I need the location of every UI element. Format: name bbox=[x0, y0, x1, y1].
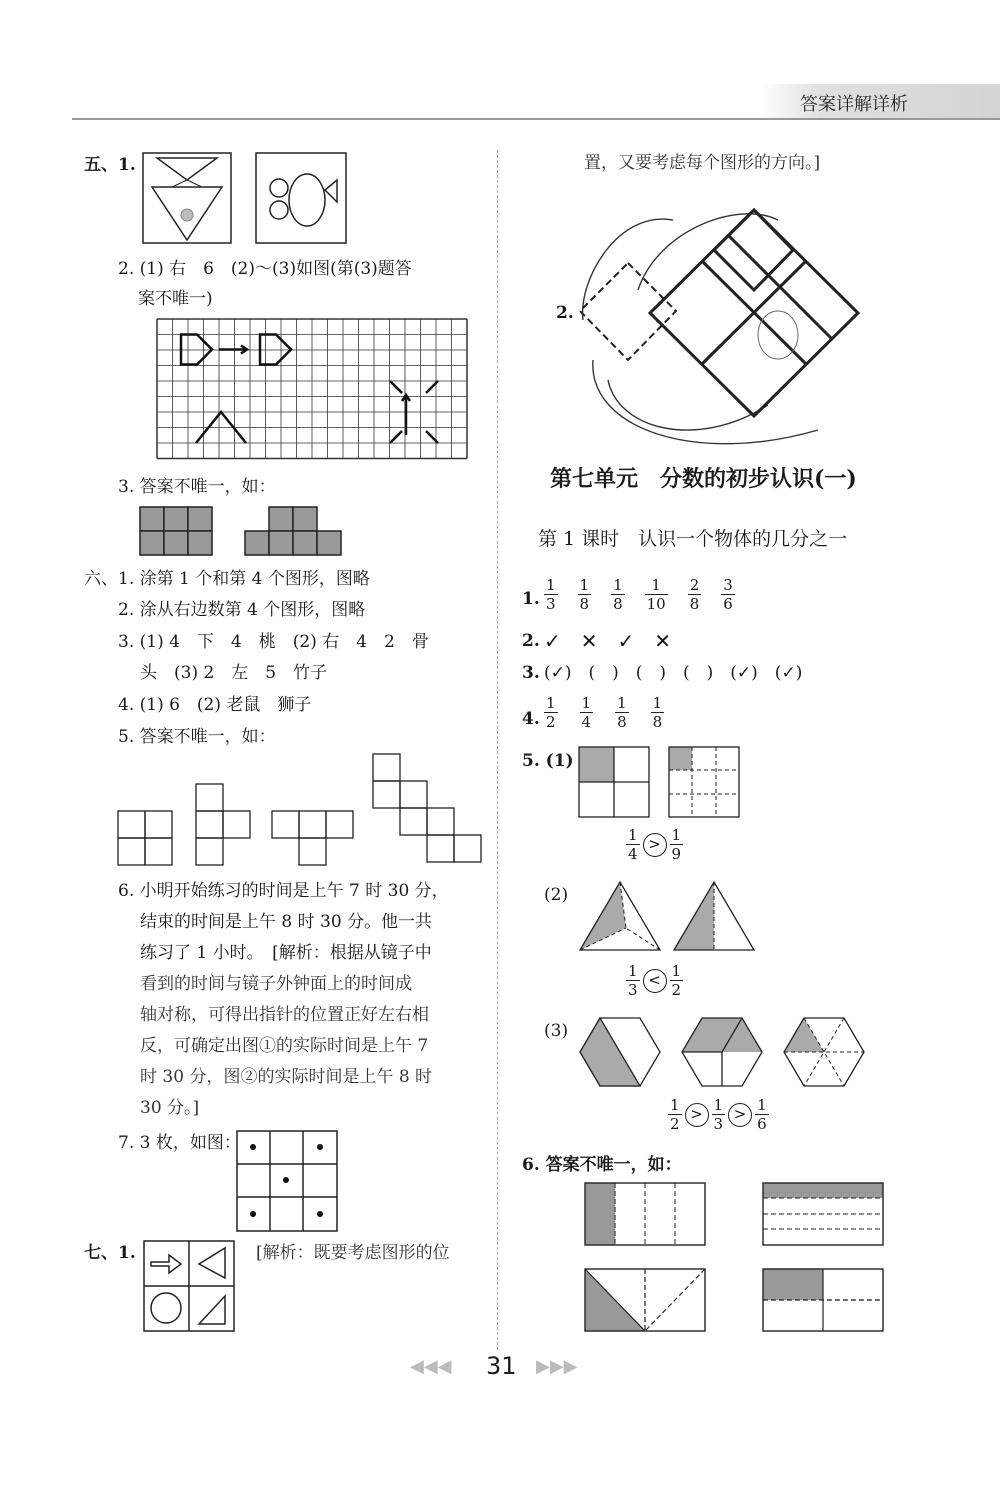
s6-q1: 六、1. 涂第 1 个和第 4 个图形，图略 bbox=[84, 569, 370, 589]
r-q5-3-hexagon-a bbox=[578, 1016, 662, 1088]
unit-title: 第七单元 分数的初步认识(一) bbox=[550, 466, 857, 492]
section-5-q1-label: 五、1. bbox=[84, 155, 136, 175]
s6-q6-line4: 看到的时间与镜子外钟面上的时间成 bbox=[140, 974, 412, 994]
r-q3-marks: (✓) ( ) ( ) ( ) (✓) (✓) bbox=[544, 663, 803, 683]
fraction: $\frac{1}{3}$ bbox=[628, 962, 638, 999]
r-q5-1-square-a bbox=[578, 746, 650, 818]
s5-q3-label: 3. 答案不唯一，如： bbox=[118, 477, 276, 497]
header-title: 答案详解详析 bbox=[800, 94, 908, 115]
r-q6-rect-b bbox=[762, 1182, 886, 1248]
fraction: $\frac{1}{3}$ bbox=[713, 1096, 724, 1133]
comparison-sign: > bbox=[728, 1103, 752, 1127]
s6-q7-grid bbox=[236, 1130, 338, 1232]
r-q3-label: 3. bbox=[522, 663, 540, 683]
header-rule bbox=[72, 118, 1000, 120]
footer-next-arrows: ▶▶▶ bbox=[536, 1356, 578, 1377]
lesson-title: 第 1 课时 认识一个物体的几分之一 bbox=[538, 528, 848, 550]
s6-q6-line3: 练习了 1 小时。 [解析：根据从镜子中 bbox=[140, 943, 432, 963]
comparison-sign: > bbox=[685, 1103, 709, 1127]
r-q6-rect-d bbox=[762, 1268, 886, 1334]
s6-q6-line2: 结束的时间是上午 8 时 30 分。他一共 bbox=[140, 912, 433, 932]
s6-q3-line1: 3. (1) 4 下 4 桃 (2) 右 4 2 骨 bbox=[118, 632, 429, 652]
fraction: $\frac{1}{2}$ bbox=[546, 694, 556, 731]
comparison-sign: > bbox=[643, 833, 667, 857]
r-q5-label: 5. (1) bbox=[522, 751, 574, 771]
r-q5-3-compare bbox=[668, 1096, 769, 1133]
r-q2-marks: ✓ ✕ ✓ ✕ bbox=[544, 629, 672, 653]
grid-arrow-right bbox=[219, 346, 247, 354]
r-q1-fractions bbox=[544, 576, 755, 613]
s7-q1-label: 七、1. bbox=[84, 1243, 136, 1263]
s6-q6-line6: 反，可确定出图①的实际时间是上午 7 bbox=[140, 1036, 429, 1056]
s6-q3-line2: 头 (3) 2 左 5 竹子 bbox=[140, 663, 328, 683]
r-q5-2-triangle-b bbox=[672, 880, 756, 952]
s7-q2-cube-net bbox=[578, 190, 878, 470]
fraction: $\frac{1}{3}$ bbox=[546, 576, 556, 613]
s7-q1-note: [解析：既要考虑图形的位 bbox=[256, 1243, 450, 1263]
grid-shape-original bbox=[181, 335, 212, 365]
fraction: $\frac{1}{10}$ bbox=[646, 576, 666, 613]
s6-q6-line8: 30 分。] bbox=[140, 1098, 200, 1118]
s7-q2-label: 2. bbox=[556, 303, 574, 323]
s6-q6-line7: 时 30 分，图②的实际时间是上午 8 时 bbox=[140, 1067, 433, 1087]
r-q5-3-hexagon-c bbox=[782, 1016, 866, 1088]
page-number: 31 bbox=[486, 1352, 517, 1380]
s6-q7-label: 7. 3 枚，如图： bbox=[118, 1133, 241, 1153]
grid-shape-translated bbox=[260, 335, 291, 365]
r-q4-label: 4. bbox=[522, 709, 540, 729]
s5-q1-figure-b bbox=[255, 152, 347, 244]
fraction: $\frac{1}{2}$ bbox=[671, 962, 682, 999]
fraction: $\frac{2}{8}$ bbox=[689, 576, 700, 613]
fraction: $\frac{1}{8}$ bbox=[613, 576, 623, 613]
fraction: $\frac{1}{9}$ bbox=[671, 826, 682, 863]
s7-q1-figure bbox=[143, 1240, 237, 1334]
s5-q3-shape-a bbox=[139, 506, 215, 556]
fraction: $\frac{1}{2}$ bbox=[670, 1096, 680, 1133]
r-q5-2-label: (2) bbox=[544, 885, 569, 905]
r-q5-1-square-b bbox=[668, 746, 740, 818]
s5-q2-line1: 2. (1) 右 6 (2)～(3)如图(第(3)题答 bbox=[118, 259, 412, 279]
fraction: $\frac{1}{8}$ bbox=[617, 694, 627, 731]
s5-q1-figure-a bbox=[142, 152, 232, 244]
grid-arrow-up bbox=[402, 395, 410, 435]
s5-q2-grid bbox=[156, 318, 468, 460]
s6-q5-nets bbox=[116, 752, 490, 868]
s7-q1-note-continued: 置，又要考虑每个图形的方向。] bbox=[584, 153, 821, 173]
footer-prev-arrows: ◀◀◀ bbox=[410, 1356, 452, 1377]
comparison-sign: < bbox=[643, 969, 667, 993]
r-q4-fractions bbox=[544, 694, 686, 731]
s5-q2-line2: 案不唯一) bbox=[138, 289, 213, 309]
s6-q6-line5: 轴对称，可得出指针的位置正好左右相 bbox=[140, 1005, 429, 1025]
s6-q5-label: 5. 答案不唯一，如： bbox=[118, 727, 276, 747]
fraction: $\frac{1}{6}$ bbox=[757, 1096, 767, 1133]
s5-q3-shape-b bbox=[244, 506, 346, 556]
fraction: $\frac{3}{6}$ bbox=[723, 576, 733, 613]
s6-q4: 4. (1) 6 (2) 老鼠 狮子 bbox=[118, 695, 312, 715]
r-q6-label: 6. 答案不唯一，如： bbox=[522, 1155, 682, 1175]
r-q5-3-label: (3) bbox=[544, 1021, 569, 1041]
fraction: $\frac{1}{4}$ bbox=[628, 826, 638, 863]
s6-q6-line1: 6. 小明开始练习的时间是上午 7 时 30 分， bbox=[118, 881, 449, 901]
r-q5-2-compare bbox=[626, 962, 683, 999]
fraction: $\frac{1}{4}$ bbox=[581, 694, 592, 731]
r-q1-label: 1. bbox=[522, 589, 540, 609]
fraction: $\frac{1}{8}$ bbox=[652, 694, 663, 731]
r-q5-2-triangle-a bbox=[578, 880, 662, 952]
fraction: $\frac{1}{8}$ bbox=[579, 576, 590, 613]
r-q5-1-compare bbox=[626, 826, 683, 863]
r-q6-rect-a bbox=[584, 1182, 708, 1248]
s6-q2: 2. 涂从右边数第 4 个图形，图略 bbox=[118, 600, 366, 620]
r-q6-rect-c bbox=[584, 1268, 708, 1334]
r-q2-label: 2. bbox=[522, 631, 540, 651]
r-q5-3-hexagon-b bbox=[680, 1016, 764, 1088]
column-divider bbox=[497, 150, 498, 1350]
